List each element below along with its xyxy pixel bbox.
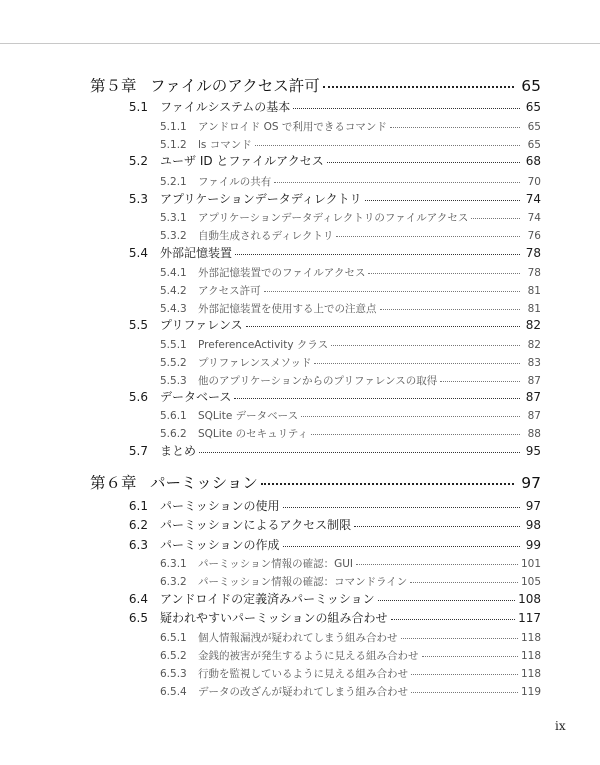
toc-section-6-3 [126, 536, 541, 553]
toc-subsection-6-5-2 [160, 648, 541, 663]
page-number: 95 [525, 444, 541, 458]
subsection-number: 5.2.1 [160, 176, 187, 188]
subsection-number: 6.3.2 [160, 576, 187, 588]
toc-section-6-1 [126, 497, 541, 514]
section-number: 6.2 [128, 518, 148, 532]
dot-leader [301, 416, 520, 417]
page-number: 83 [527, 357, 541, 369]
subsection-title: 自動生成されるディレクトリ [198, 230, 334, 242]
page-number: 65 [525, 100, 541, 114]
section-number: 6.3 [128, 538, 148, 552]
page-folio: ix [555, 719, 566, 733]
toc-subsection-6-3-1 [160, 556, 541, 571]
subsection-title: 行動を監視しているように見える組み合わせ [198, 668, 408, 680]
dot-leader [235, 254, 520, 255]
page-number: 101 [520, 558, 541, 570]
dot-leader [283, 507, 520, 508]
chapter-title: ファイルのアクセス許可 [150, 77, 320, 95]
dot-leader [246, 326, 520, 327]
subsection-number: 5.1.2 [160, 139, 187, 151]
toc-subsection-5-1-2 [160, 137, 541, 152]
page-number: 87 [527, 410, 541, 422]
toc-subsection-5-3-2 [160, 228, 541, 243]
toc-subsection-5-6-1 [160, 408, 541, 423]
header-rule [0, 43, 600, 44]
subsection-title: 金銭的被害が発生するように見える組み合わせ [198, 650, 419, 662]
section-title: アンドロイドの定義済みパーミッション [160, 592, 375, 606]
section-title: パーミッションの作成 [160, 538, 280, 552]
subsection-title: アクセス許可 [198, 285, 261, 297]
dot-leader [365, 200, 520, 201]
page-number: 87 [527, 375, 541, 387]
page-number: 65 [527, 139, 541, 151]
page-number: 82 [527, 339, 541, 351]
section-number: 6.4 [128, 592, 148, 606]
dot-leader [411, 692, 518, 693]
toc-subsection-5-4-1 [160, 265, 541, 280]
subsection-title: PreferenceActivity クラス [198, 339, 329, 351]
section-title: ユーザ ID とファイルアクセス [160, 154, 324, 168]
toc-subsection-5-4-2 [160, 283, 541, 298]
page-number: 118 [520, 632, 541, 644]
section-title: パーミッションの使用 [160, 499, 280, 513]
subsection-number: 5.1.1 [160, 121, 187, 133]
dot-leader [471, 218, 520, 219]
subsection-number: 5.3.2 [160, 230, 187, 242]
subsection-title: ファイルの共有 [198, 176, 272, 188]
section-title: 外部記憶装置 [160, 246, 233, 260]
section-number: 5.1 [128, 100, 148, 114]
section-number: 5.5 [128, 318, 148, 332]
dot-leader [401, 638, 518, 639]
page-number: 108 [518, 592, 541, 606]
toc-subsection-5-5-3 [160, 373, 541, 388]
page-number: 70 [527, 176, 541, 188]
section-number: 5.3 [128, 192, 148, 206]
page-number: 98 [525, 518, 541, 532]
section-number: 5.7 [128, 444, 148, 458]
section-number: 5.6 [128, 390, 148, 404]
subsection-number: 6.5.2 [160, 650, 187, 662]
page-number: 81 [527, 303, 541, 315]
section-title: まとめ [160, 444, 197, 458]
subsection-title: SQLite のセキュリティ [198, 428, 309, 440]
dot-leader [390, 127, 520, 128]
toc-section-6-5 [126, 609, 541, 626]
dot-leader [264, 291, 520, 292]
page-number: 118 [520, 650, 541, 662]
subsection-number: 5.6.2 [160, 428, 187, 440]
page-number: 118 [520, 668, 541, 680]
subsection-number: 6.5.1 [160, 632, 187, 644]
toc-section-5-7 [126, 442, 541, 459]
section-number: 5.4 [128, 246, 148, 260]
toc-section-5-6 [126, 388, 541, 405]
dot-leader [331, 345, 520, 346]
subsection-number: 5.5.1 [160, 339, 187, 351]
dot-leader [274, 182, 520, 183]
toc-subsection-5-4-3 [160, 301, 541, 316]
page-number: 82 [525, 318, 541, 332]
page-number: 74 [525, 192, 541, 206]
dot-leader [378, 600, 515, 601]
chapter-number: 第６章 [90, 474, 137, 492]
dot-leader [311, 434, 520, 435]
toc-subsection-5-2-1 [160, 174, 541, 189]
dot-leader [422, 656, 518, 657]
page-number: 76 [527, 230, 541, 242]
toc-subsection-6-5-4 [160, 684, 541, 699]
toc-subsection-6-5-3 [160, 666, 541, 681]
subsection-number: 5.6.1 [160, 410, 187, 422]
subsection-title: アンドロイド OS で利用できるコマンド [198, 121, 387, 133]
chapter-number: 第５章 [90, 77, 137, 95]
dot-leader [336, 236, 520, 237]
toc-section-5-2 [126, 152, 541, 169]
page-number: 105 [520, 576, 541, 588]
subsection-title: 個人情報漏洩が疑われてしまう組み合わせ [198, 632, 398, 644]
toc-subsection-5-3-1 [160, 210, 541, 225]
dot-leader [314, 363, 520, 364]
section-title: アプリケーションデータディレクトリ [160, 192, 362, 206]
toc-chapter-5 [90, 74, 541, 96]
subsection-number: 5.4.3 [160, 303, 187, 315]
page-number: 99 [525, 538, 541, 552]
subsection-number: 6.5.4 [160, 686, 187, 698]
section-number: 5.2 [128, 154, 148, 168]
dot-leader [368, 273, 520, 274]
dot-leader [255, 145, 520, 146]
toc-subsection-5-1-1 [160, 119, 541, 134]
dot-leader [411, 674, 518, 675]
subsection-number: 5.5.2 [160, 357, 187, 369]
page-number: 78 [525, 246, 541, 260]
dot-leader [356, 564, 518, 565]
dot-leader [440, 381, 520, 382]
section-title: プリファレンス [160, 318, 243, 332]
subsection-title: 外部記憶装置を使用する上での注意点 [198, 303, 377, 315]
subsection-number: 5.4.2 [160, 285, 187, 297]
section-title: パーミッションによるアクセス制限 [160, 518, 352, 532]
dot-leader [354, 526, 520, 527]
subsection-title: ls コマンド [198, 139, 252, 151]
subsection-title: アプリケーションデータディレクトリのファイルアクセス [198, 212, 469, 224]
page-number: 74 [527, 212, 541, 224]
subsection-title: SQLite データベース [198, 410, 299, 422]
page-number: 65 [521, 77, 541, 95]
page-number: 81 [527, 285, 541, 297]
toc-section-5-4 [126, 244, 541, 261]
toc-section-6-2 [126, 516, 541, 533]
subsection-number: 5.4.1 [160, 267, 187, 279]
subsection-title: 外部記憶装置でのファイルアクセス [198, 267, 366, 279]
page-number: 87 [525, 390, 541, 404]
dot-leader [410, 582, 518, 583]
page-number: 97 [521, 474, 541, 492]
toc-section-6-4 [126, 590, 541, 607]
subsection-number: 6.3.1 [160, 558, 187, 570]
toc-subsection-6-3-2 [160, 574, 541, 589]
section-number: 6.1 [128, 499, 148, 513]
page-number: 78 [527, 267, 541, 279]
toc-subsection-6-5-1 [160, 630, 541, 645]
subsection-title: パーミッション情報の確認：GUI [198, 558, 353, 570]
toc-chapter-6 [90, 471, 541, 493]
toc-subsection-5-5-2 [160, 355, 541, 370]
toc-subsection-5-5-1 [160, 337, 541, 352]
dot-leader [327, 162, 520, 163]
section-title: 疑われやすいパーミッションの組み合わせ [160, 611, 388, 625]
subsection-title: データの改ざんが疑われてしまう組み合わせ [198, 686, 408, 698]
subsection-number: 6.5.3 [160, 668, 187, 680]
toc-section-5-3 [126, 190, 541, 207]
dot-leader [323, 86, 514, 88]
toc-section-5-5 [126, 316, 541, 333]
dot-leader [199, 452, 520, 453]
dot-leader [391, 619, 516, 620]
page-number: 117 [518, 611, 541, 625]
toc-subsection-5-6-2 [160, 426, 541, 441]
subsection-number: 5.3.1 [160, 212, 187, 224]
dot-leader [283, 546, 520, 547]
toc-section-5-1 [126, 98, 541, 115]
page-number: 88 [527, 428, 541, 440]
dot-leader [293, 108, 520, 109]
section-title: データベース [160, 390, 232, 404]
page-number: 119 [520, 686, 541, 698]
dot-leader [380, 309, 521, 310]
section-title: ファイルシステムの基本 [160, 100, 291, 114]
page-number: 97 [525, 499, 541, 513]
dot-leader [261, 483, 514, 485]
dot-leader [234, 398, 520, 399]
subsection-title: パーミッション情報の確認：コマンドライン [198, 576, 408, 588]
subsection-title: 他のアプリケーションからのプリファレンスの取得 [198, 375, 438, 387]
subsection-title: プリファレンスメソッド [198, 357, 312, 369]
section-number: 6.5 [128, 611, 148, 625]
page-number: 65 [527, 121, 541, 133]
page-number: 68 [525, 154, 541, 168]
chapter-title: パーミッション [150, 474, 258, 492]
subsection-number: 5.5.3 [160, 375, 187, 387]
